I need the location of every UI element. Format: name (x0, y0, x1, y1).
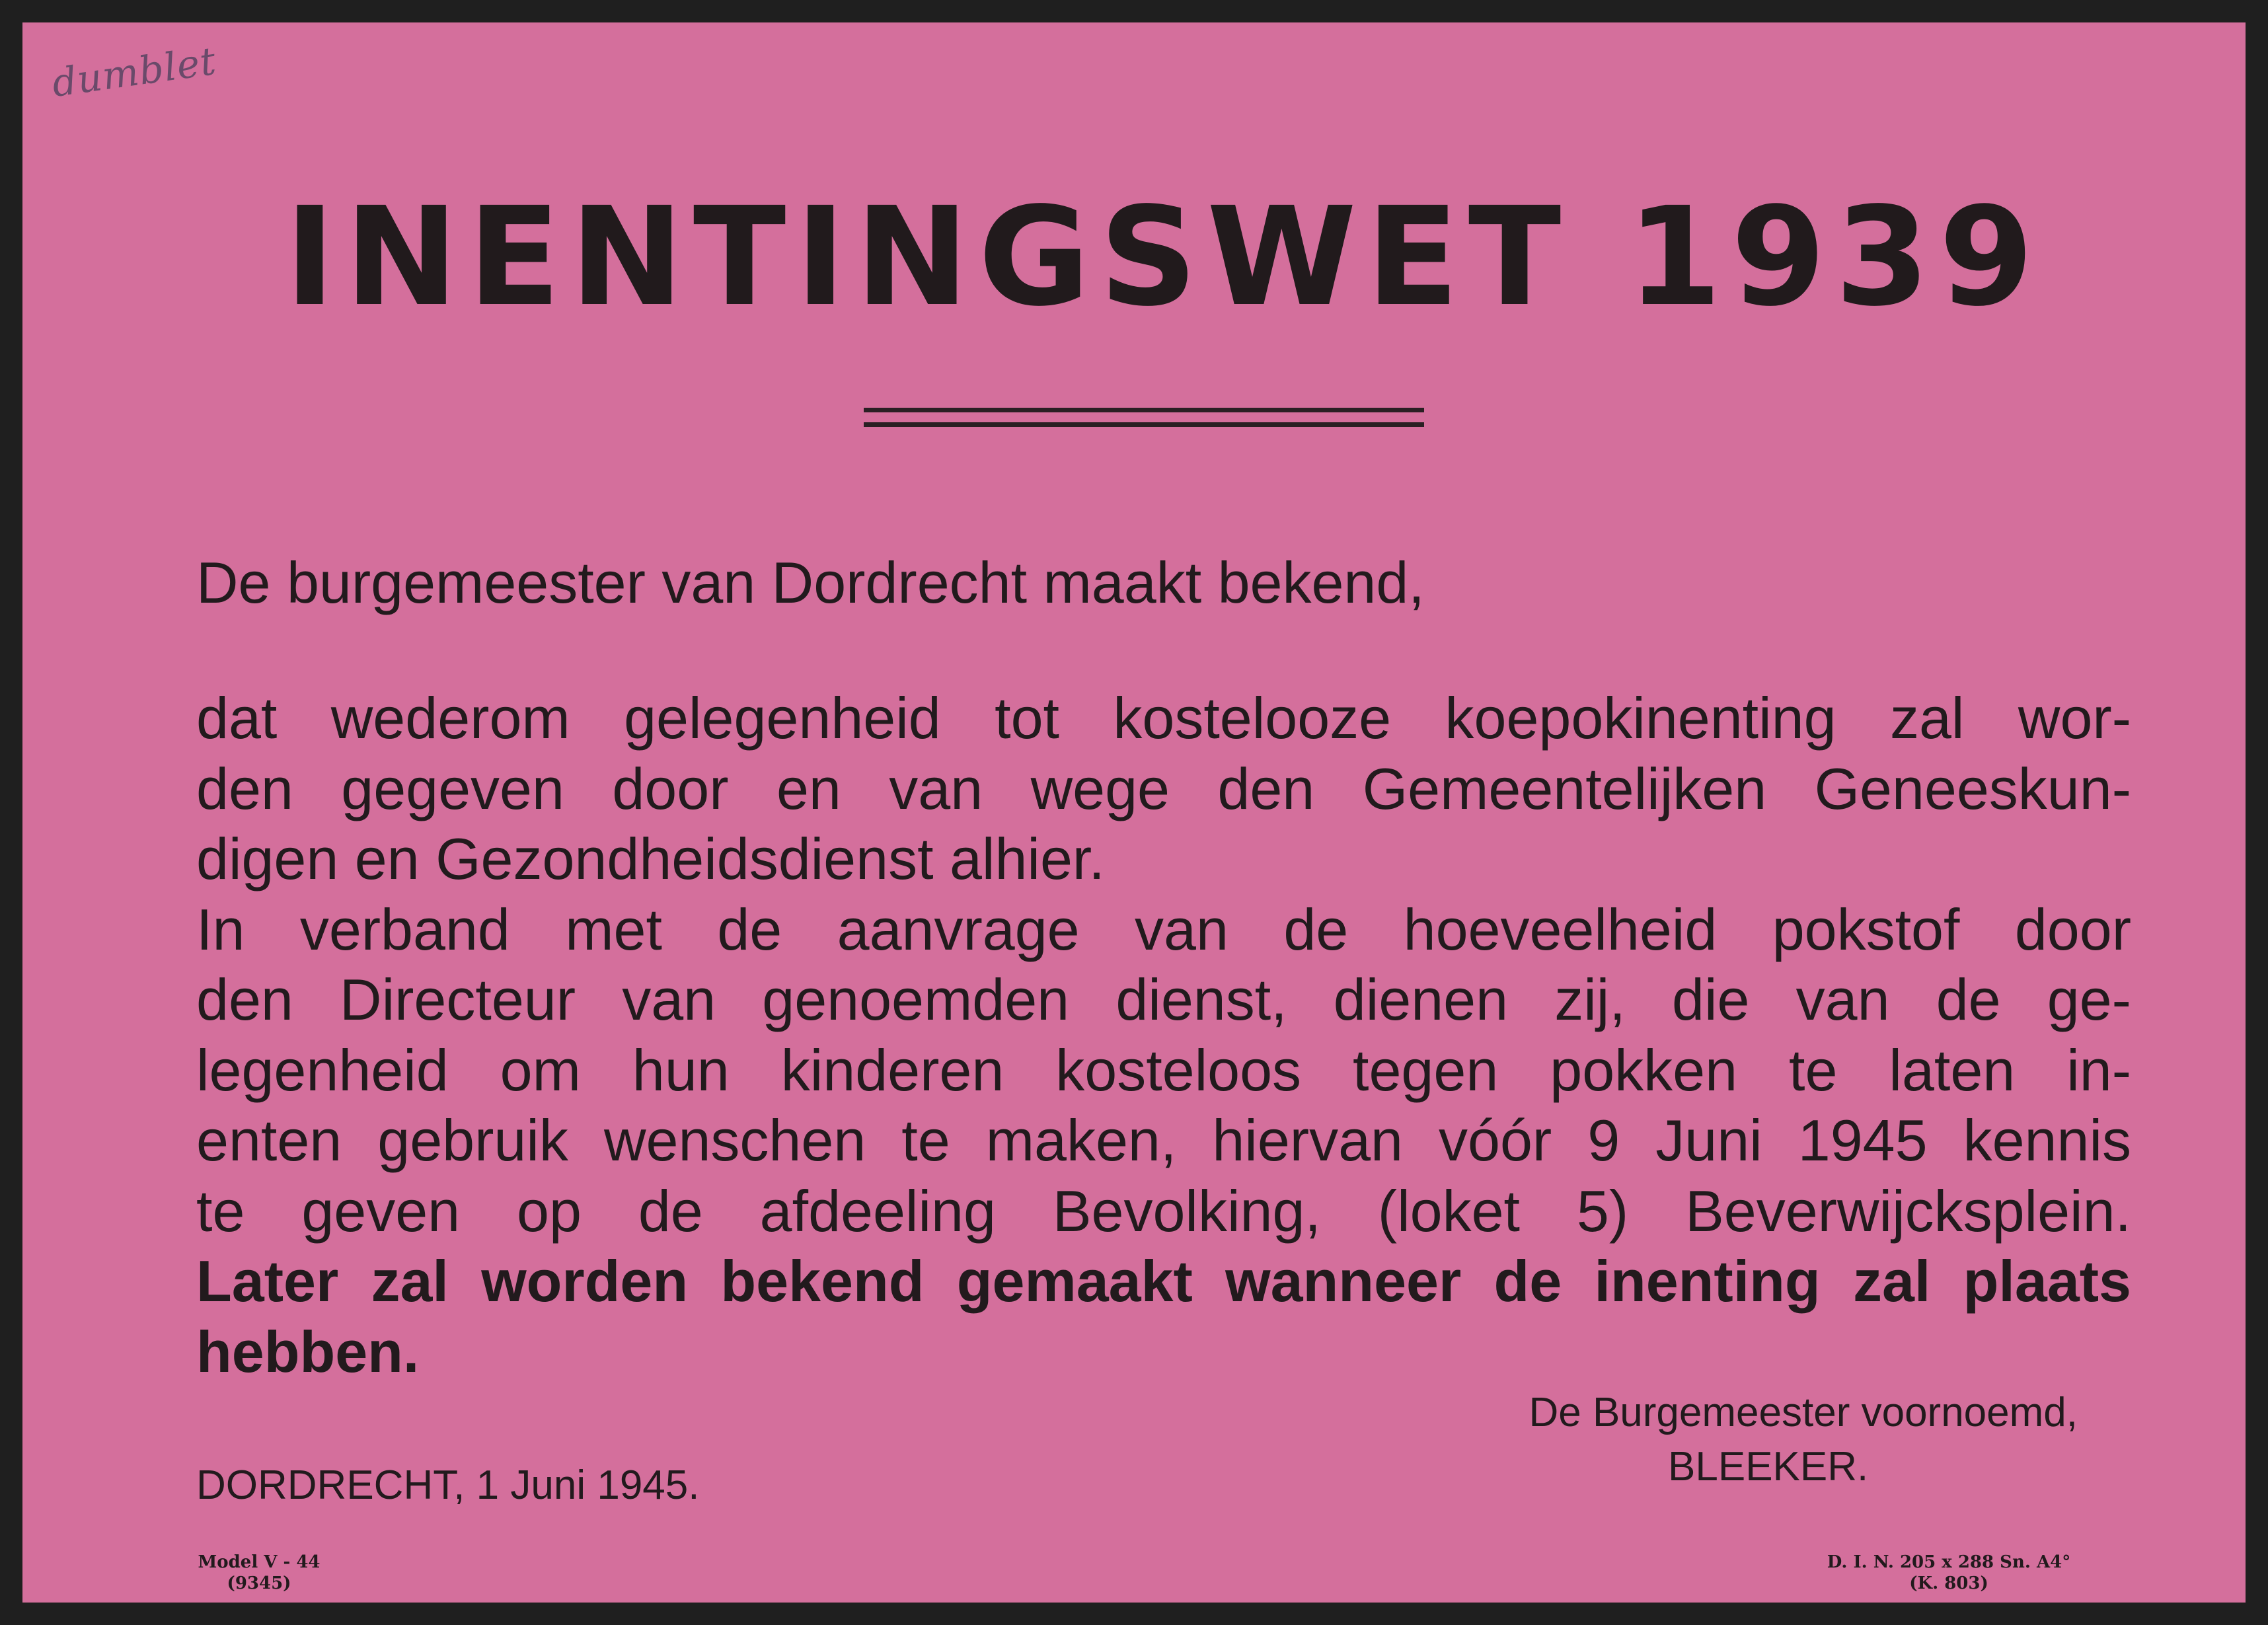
body-line: te geven op de afdeeling Bevolking, (loket 5) Beverwijcksplein. (196, 1178, 2131, 1244)
body-line: dat wederom gelegenheid tot kostelooze koepokinenting zal wor- (196, 685, 2131, 751)
announcement-body (196, 683, 2131, 1387)
print-model-line: Model V - 44 (198, 1552, 321, 1572)
body-line: In verband met de aanvrage van de hoeveelheid pokstof door (196, 896, 2131, 962)
intro-line: De burgemeester van Dordrecht maakt bekend, (196, 550, 1425, 615)
signer-role: De Burgemeester voornoemd, (1529, 1390, 2078, 1435)
print-model-code (193, 1552, 325, 1594)
body-line: Later zal worden bekend gemaakt wanneer de inenting zal plaats (196, 1248, 2131, 1314)
title-rule-top (864, 408, 1424, 412)
place-date: DORDRECHT, 1 Juni 1945. (196, 1462, 700, 1508)
body-line: den Directeur van genoemden dienst, dienen zij, die van de ge- (196, 967, 2131, 1032)
body-line: legenheid om hun kinderen kosteloos tegen pokken te laten in- (196, 1037, 2131, 1103)
print-model-number: (9345) (227, 1573, 291, 1593)
paper-format-code (1807, 1552, 2091, 1594)
body-line: enten gebruik wenschen te maken, hiervan vóór 9 Juni 1945 kennis (196, 1108, 2131, 1173)
signer-name: BLEEKER. (1668, 1444, 1869, 1490)
handwritten-annotation: dumblet (49, 38, 219, 106)
paper-format-line: D. I. N. 205 x 288 Sn. A4° (1827, 1552, 2071, 1572)
poster-title: INENTINGSWET 1939 (284, 178, 2043, 336)
paper-format-number: (K. 803) (1909, 1573, 1988, 1593)
body-line: hebben. (196, 1318, 420, 1384)
title-rule-bottom (864, 422, 1424, 427)
body-line: digen en Gezondheidsdienst alhier. (196, 826, 1105, 891)
body-line: den gegeven door en van wege den Gemeentelijken Geneeskun- (196, 755, 2131, 821)
poster-sheet (22, 22, 2246, 1603)
